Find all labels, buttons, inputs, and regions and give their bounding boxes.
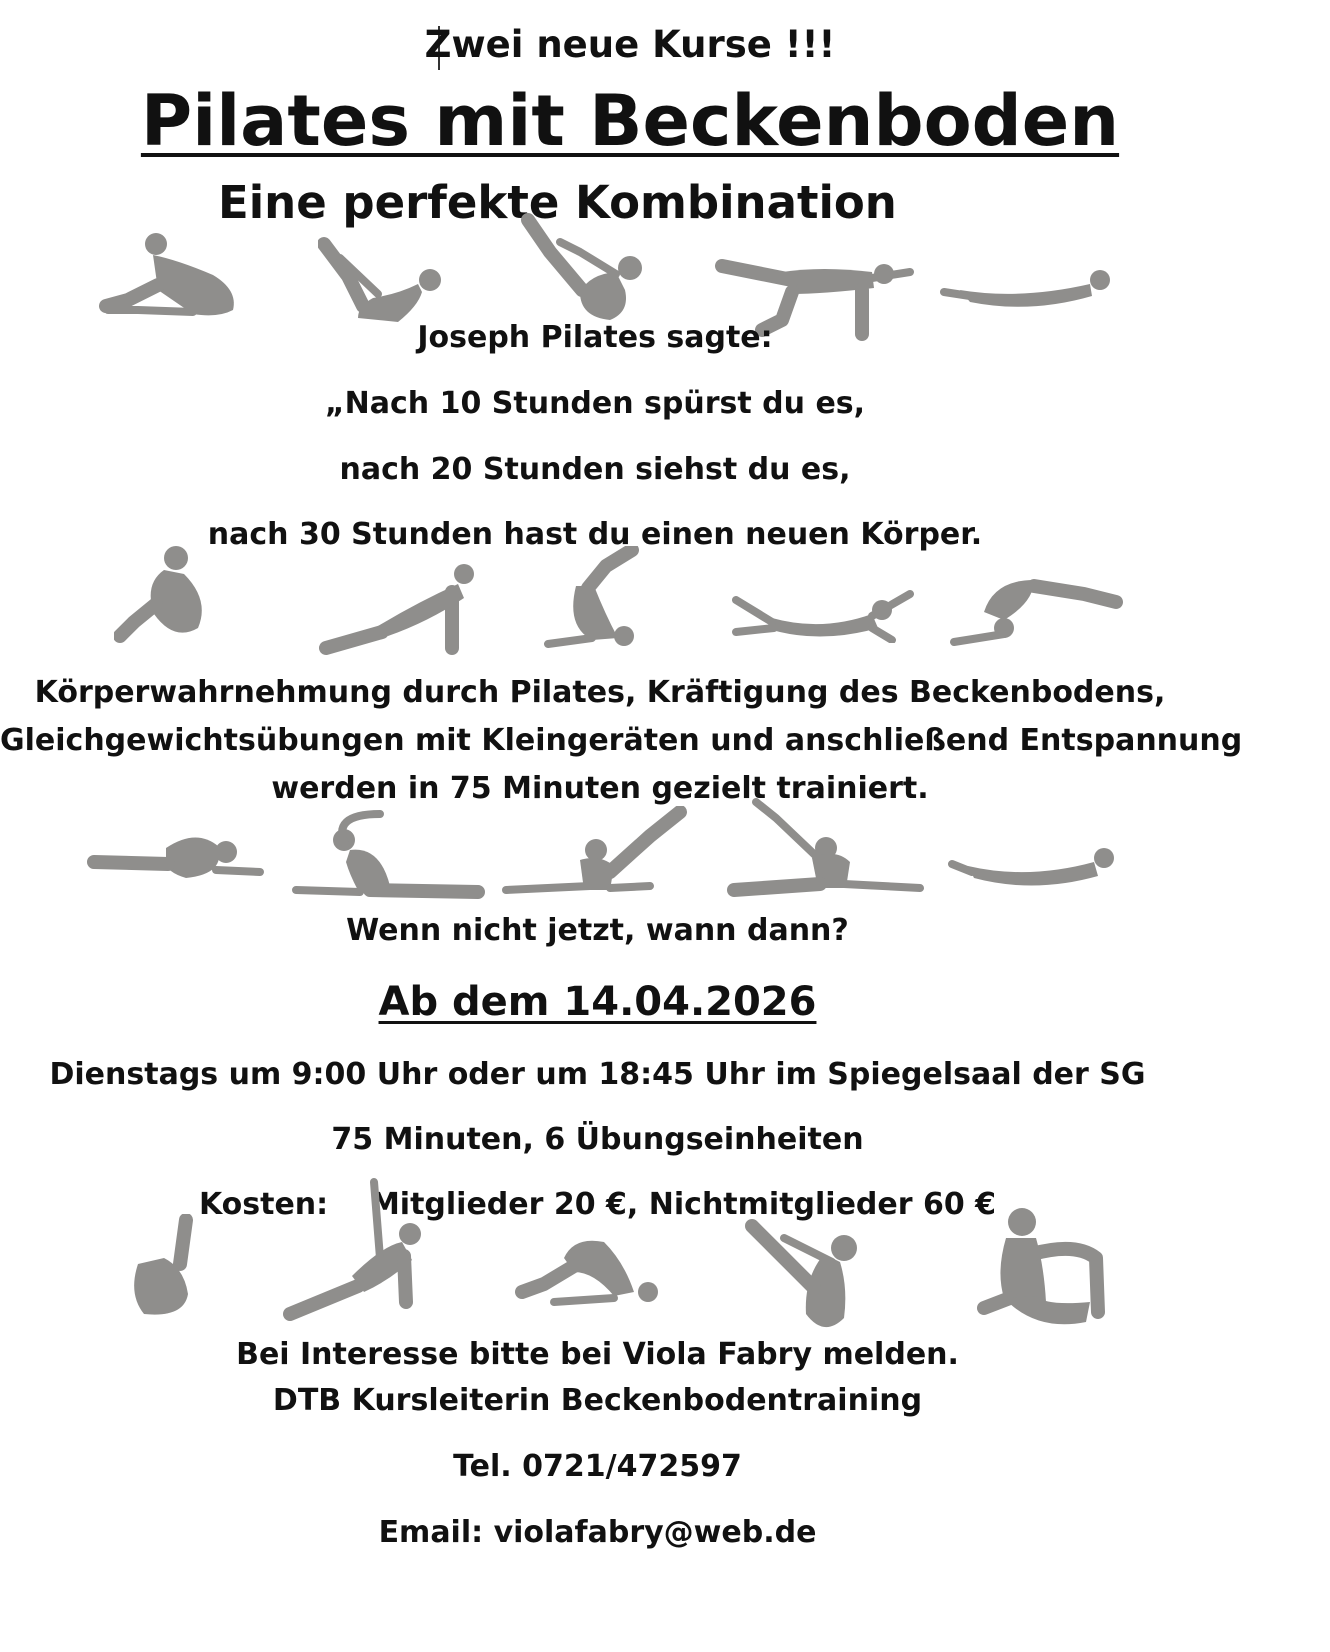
start-date: Ab dem 14.04.2026 xyxy=(378,979,817,1025)
quote-line-1: „Nach 10 Stunden spürst du es, xyxy=(324,386,866,421)
pilates-balance-curl-icon xyxy=(124,1214,204,1319)
pilates-shoulder-stand-icon xyxy=(536,546,646,656)
quote-line-3: nach 30 Stunden hast du einen neuen Körper. xyxy=(207,517,983,552)
description-line-2: Gleichgewichtsübungen mit Kleingeräten und anschließend Entspannung xyxy=(0,723,1243,758)
call-to-action: Wenn nicht jetzt, wann dann? xyxy=(346,913,849,948)
pilates-forward-bend-icon xyxy=(98,230,243,325)
subtitle: Eine perfekte Kombination xyxy=(218,176,897,229)
pilates-roll-up-icon xyxy=(114,544,214,644)
costs-text: Kosten: Mitglieder 20 €, Nichtmitglieder 60 € xyxy=(198,1187,997,1222)
pilates-side-twist-icon xyxy=(86,822,266,887)
pilates-leg-raise-icon xyxy=(500,806,690,896)
phone-text: Tel. 0721/472597 xyxy=(453,1449,742,1484)
duration-text: 75 Minuten, 6 Übungseinheiten xyxy=(331,1122,864,1157)
email-text: Email: violafabry@web.de xyxy=(378,1515,817,1550)
pilates-swan-icon xyxy=(940,266,1115,311)
pilates-teaser-icon xyxy=(520,212,670,327)
pilates-mermaid-icon xyxy=(976,1202,1116,1342)
pilates-saw-icon xyxy=(726,798,926,898)
pilates-side-plank-icon xyxy=(282,1176,437,1321)
pilates-side-stretch-icon xyxy=(290,806,485,901)
description-line-1: Körperwahrnehmung durch Pilates, Kräftigung des Beckenbodens, xyxy=(34,675,1166,710)
quote-line-2: nach 20 Stunden siehst du es, xyxy=(339,452,851,487)
pilates-roll-over-icon xyxy=(944,572,1124,652)
schedule-text: Dienstags um 9:00 Uhr oder um 18:45 Uhr im Spiegelsaal der SG xyxy=(49,1057,1146,1092)
pilates-boat-icon xyxy=(744,1218,869,1343)
instructor-role: DTB Kursleiterin Beckenbodentraining xyxy=(272,1383,923,1418)
kicker-heading: Zwei neue Kurse !!! xyxy=(424,23,836,66)
page-title: Pilates mit Beckenboden xyxy=(140,80,1120,162)
interest-text: Bei Interesse bitte bei Viola Fabry melden. xyxy=(236,1337,959,1372)
quote-intro: Joseph Pilates sagte: xyxy=(417,320,773,355)
pilates-swimming-icon xyxy=(732,588,917,643)
pilates-swan-dive-icon xyxy=(948,842,1118,892)
description-line-3: werden in 75 Minuten gezielt trainiert. xyxy=(271,771,929,806)
pilates-plank-icon xyxy=(318,562,478,657)
pilates-crunch-icon xyxy=(318,236,448,326)
pilates-plough-icon xyxy=(514,1232,664,1317)
